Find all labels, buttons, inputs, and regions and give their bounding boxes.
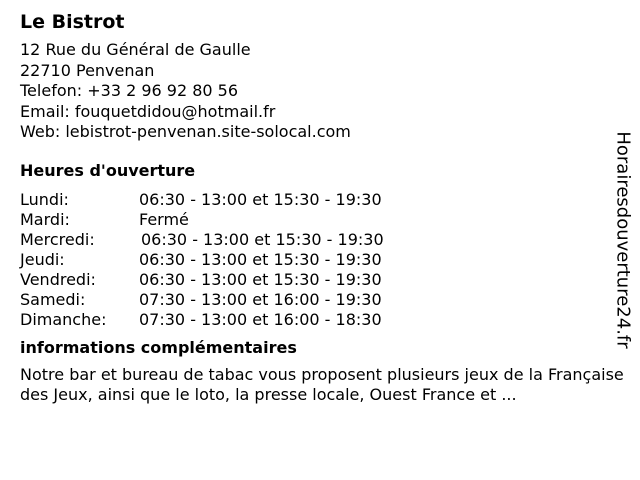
day-label: Lundi: bbox=[20, 189, 69, 209]
time-range: 07:30 - 13:00 et 16:00 - 18:30 bbox=[139, 309, 382, 329]
opening-hours-list bbox=[20, 190, 620, 330]
hours-row-saturday bbox=[20, 290, 620, 310]
time-range: 06:30 - 13:00 et 15:30 - 19:30 bbox=[141, 229, 384, 249]
email-line: Email: fouquetdidou@hotmail.fr bbox=[20, 101, 276, 121]
day-label: Samedi: bbox=[20, 289, 86, 309]
day-label: Jeudi: bbox=[20, 249, 65, 269]
hours-row-friday bbox=[20, 270, 620, 290]
hours-row-wednesday bbox=[20, 230, 620, 250]
hours-row-sunday bbox=[20, 310, 620, 330]
time-range: 07:30 - 13:00 et 16:00 - 19:30 bbox=[139, 289, 382, 309]
hours-row-thursday bbox=[20, 250, 620, 270]
time-range: 06:30 - 13:00 et 15:30 - 19:30 bbox=[139, 269, 382, 289]
business-name: Le Bistrot bbox=[20, 11, 125, 33]
day-label: Mercredi: bbox=[20, 229, 95, 249]
additional-info-text: Notre bar et bureau de tabac vous proposent plusieurs jeux de la Française des Jeux, ainsi que le loto, la presse locale, Ouest France et ... bbox=[20, 364, 624, 404]
phone-line: Telefon: +33 2 96 92 80 56 bbox=[20, 81, 239, 100]
time-range: 06:30 - 13:00 et 15:30 - 19:30 bbox=[139, 249, 382, 269]
web-line: Web: lebistrot-penvenan.site-solocal.com bbox=[20, 122, 351, 141]
additional-info-heading: informations complémentaires bbox=[20, 337, 297, 357]
opening-hours-heading: Heures d'ouverture bbox=[20, 160, 196, 180]
hours-row-monday bbox=[20, 190, 620, 210]
address-city: 22710 Penvenan bbox=[20, 60, 155, 80]
address-street: 12 Rue du Général de Gaulle bbox=[20, 40, 251, 59]
hours-row-tuesday bbox=[20, 210, 620, 230]
day-label: Mardi: bbox=[20, 209, 70, 229]
day-label: Vendredi: bbox=[20, 269, 96, 289]
time-range: Fermé bbox=[139, 209, 189, 229]
site-watermark: Horairesdouverture24.fr bbox=[612, 131, 634, 349]
day-label: Dimanche: bbox=[20, 309, 107, 329]
time-range: 06:30 - 13:00 et 15:30 - 19:30 bbox=[139, 189, 382, 209]
